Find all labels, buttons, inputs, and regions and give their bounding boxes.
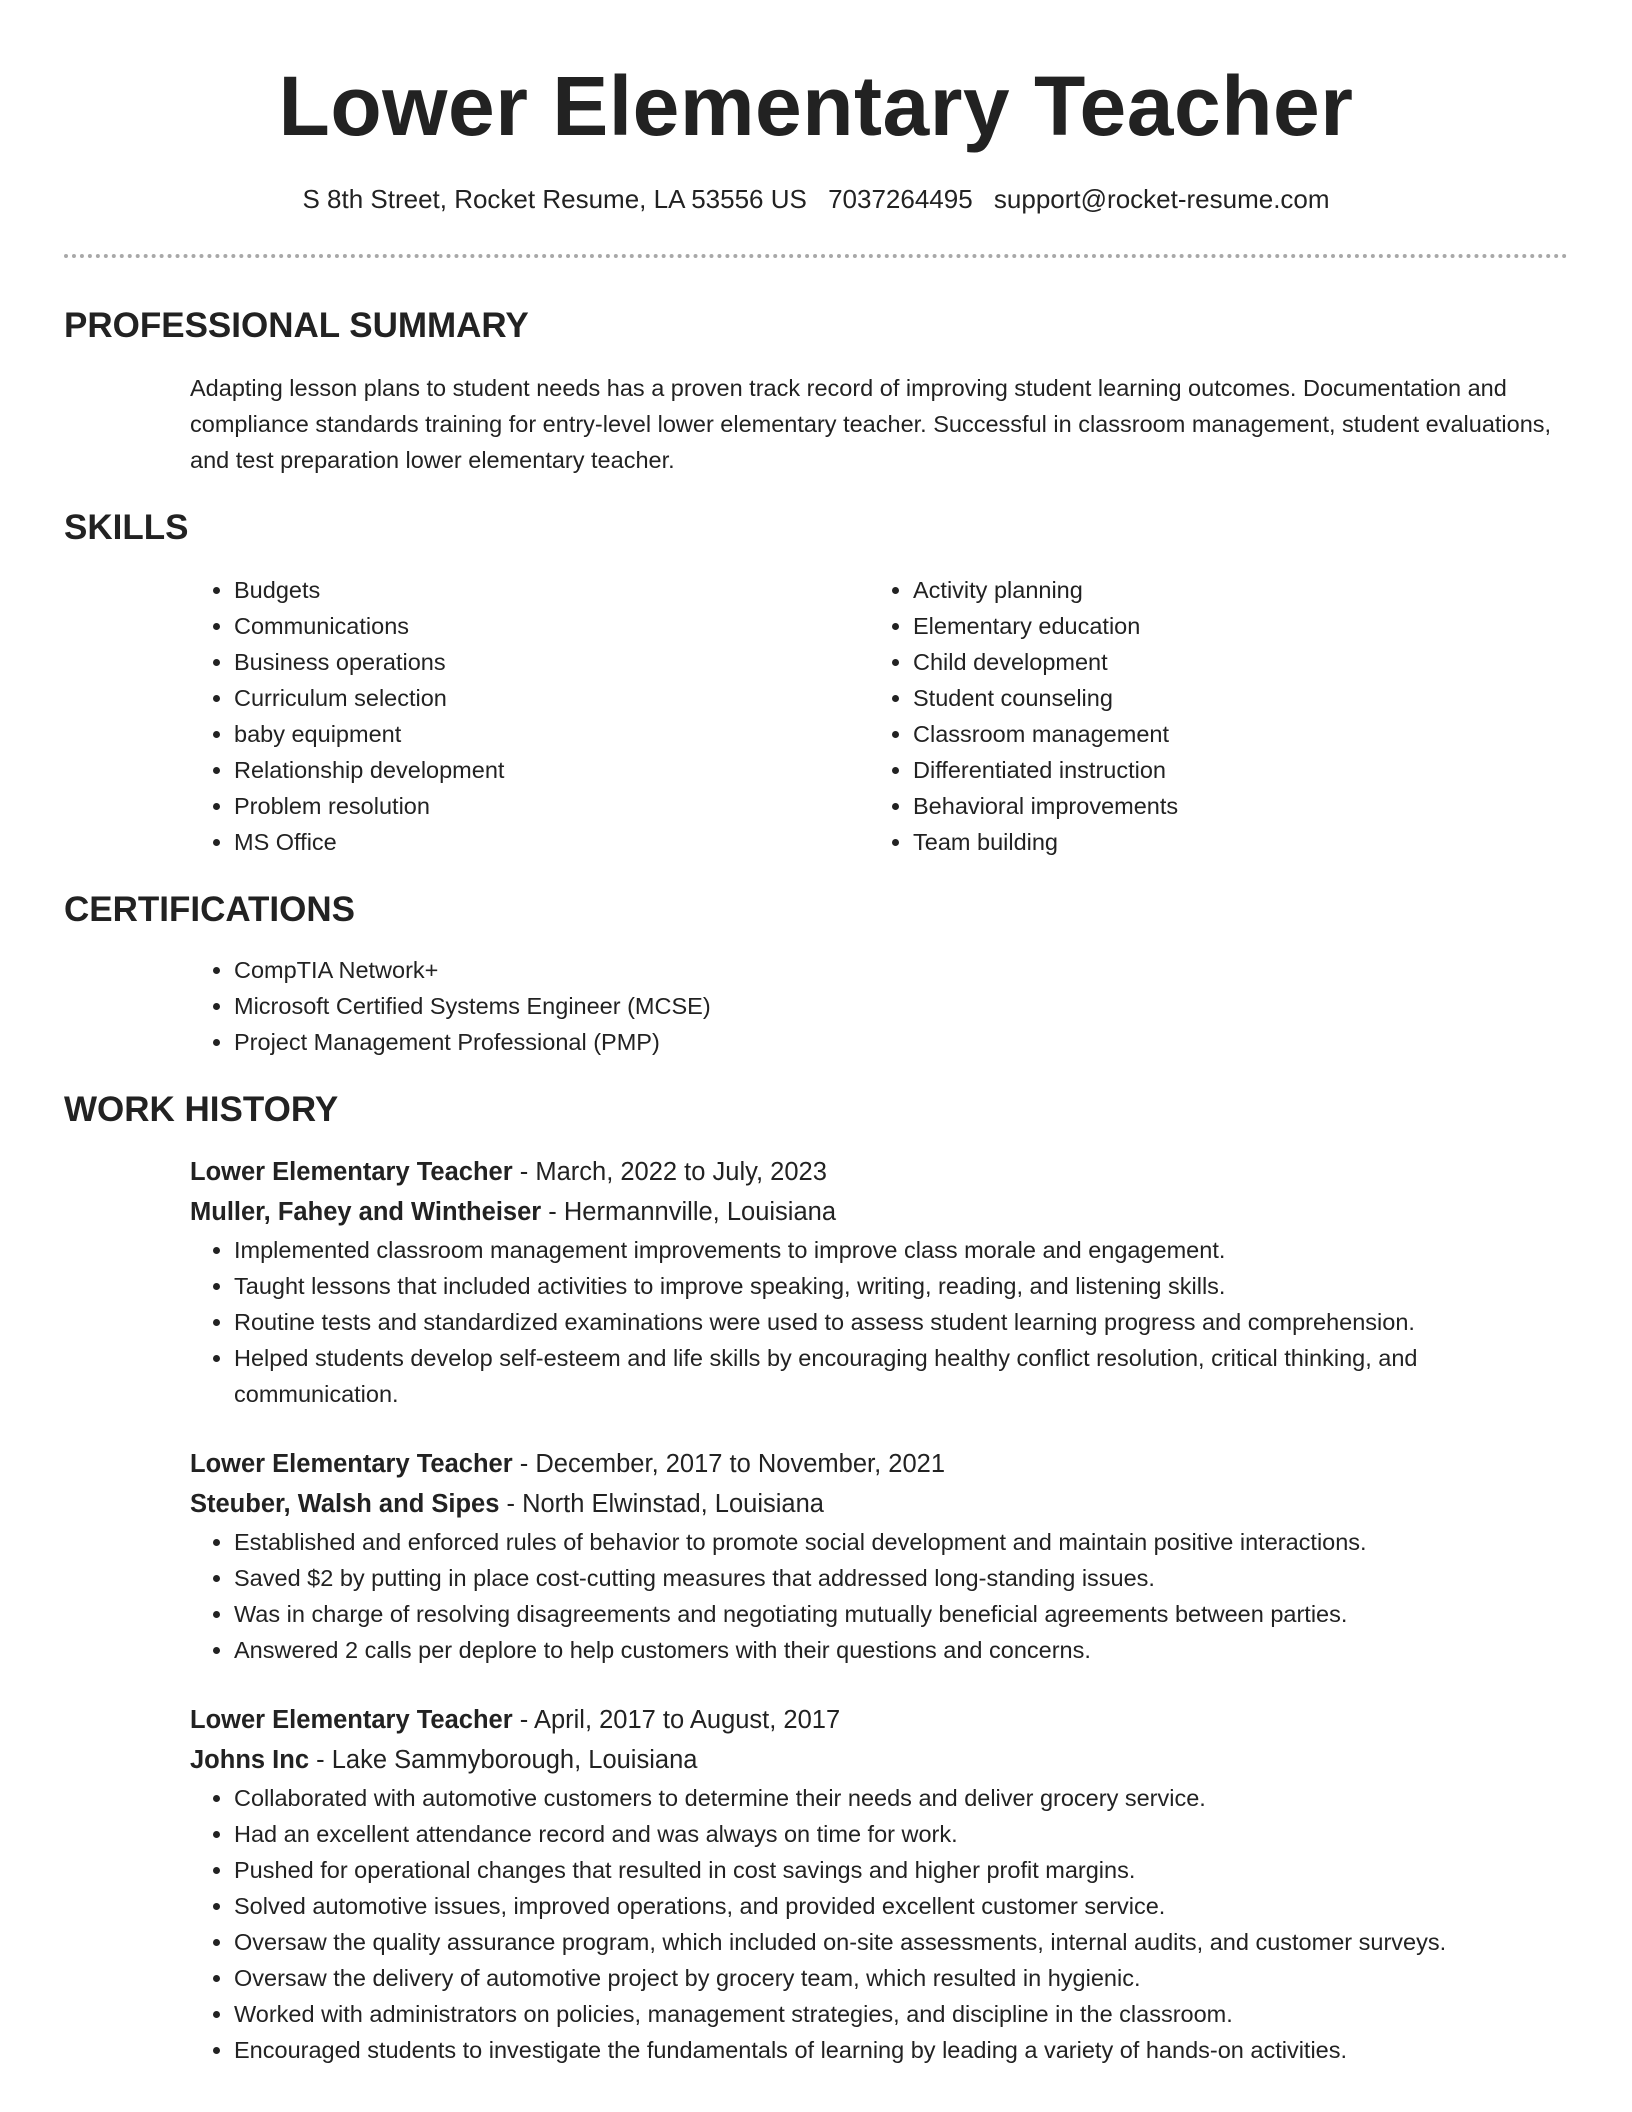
job-separator: - <box>499 1490 523 1518</box>
skills-list-left <box>190 572 869 860</box>
skill-item: • Differentiated instruction <box>913 752 1548 788</box>
certification-item: • Microsoft Certified Systems Engineer (MCSE) <box>234 988 1568 1024</box>
certifications-list <box>190 952 1568 1060</box>
job-bullet: • Was in charge of resolving disagreements and negotiating mutually beneficial agreements between parties. <box>234 1596 1568 1632</box>
job-bullet: • Collaborated with automotive customers to determine their needs and deliver grocery service. <box>234 1780 1568 1816</box>
job-location: Hermannville, Louisiana <box>563 1198 837 1226</box>
certifications-section <box>190 952 1568 1060</box>
job-company: Johns Inc <box>190 1746 310 1774</box>
skill-item: • Child development <box>913 644 1548 680</box>
job-bullet: • Oversaw the delivery of automotive project by grocery team, which resulted in hygienic. <box>234 1960 1568 1996</box>
skill-item: • Student counseling <box>913 680 1548 716</box>
job-role: Lower Elementary Teacher <box>190 1158 513 1186</box>
skill-item: • Team building <box>913 824 1548 860</box>
job-role: Lower Elementary Teacher <box>190 1450 513 1478</box>
job-company-line <box>190 1484 1568 1524</box>
job-bullet: • Oversaw the quality assurance program, which included on-site assessments, internal audits, and customer surveys. <box>234 1924 1568 1960</box>
job-entry <box>190 1444 1568 1668</box>
job-title-line <box>190 1152 1568 1192</box>
summary-heading: PROFESSIONAL SUMMARY <box>64 306 529 345</box>
skills-grid <box>190 572 1568 860</box>
job-role: Lower Elementary Teacher <box>190 1706 513 1734</box>
job-separator: - <box>309 1746 332 1774</box>
job-separator: - <box>512 1450 536 1478</box>
work-history-heading: WORK HISTORY <box>64 1090 339 1129</box>
job-bullet: • Established and enforced rules of behavior to promote social development and maintain positive interactions. <box>234 1524 1568 1560</box>
header-divider <box>64 254 1568 258</box>
job-bullet-list <box>190 1780 1568 2068</box>
contact-email: support@rocket-resume.com <box>993 184 1330 214</box>
job-separator: - <box>512 1706 534 1734</box>
skill-item: • Problem resolution <box>234 788 869 824</box>
job-company-line <box>190 1740 1568 1780</box>
skill-item: • Business operations <box>234 644 869 680</box>
job-dates: December, 2017 to November, 2021 <box>535 1450 946 1478</box>
candidate-name: Lower Elementary Teacher <box>278 59 1354 153</box>
job-bullet: • Implemented classroom management improvements to improve class morale and engagement. <box>234 1232 1568 1268</box>
contact-address: S 8th Street, Rocket Resume, LA 53556 US <box>302 184 807 214</box>
job-entry <box>190 1700 1568 2068</box>
job-separator: - <box>512 1158 536 1186</box>
job-title-line <box>190 1444 1568 1484</box>
job-bullet: • Routine tests and standardized examinations were used to assess student learning progress and comprehension. <box>234 1304 1568 1340</box>
certifications-heading: CERTIFICATIONS <box>64 890 356 929</box>
contact-line <box>64 182 1568 216</box>
job-company: Muller, Fahey and Wintheiser <box>190 1198 542 1226</box>
job-title-line <box>190 1700 1568 1740</box>
skill-item: • baby equipment <box>234 716 869 752</box>
skill-item: • Activity planning <box>913 572 1548 608</box>
job-bullet: • Answered 2 calls per deplore to help customers with their questions and concerns. <box>234 1632 1568 1668</box>
job-bullet-list <box>190 1524 1568 1668</box>
skill-item: • Budgets <box>234 572 869 608</box>
job-bullet: • Solved automotive issues, improved operations, and provided excellent customer service. <box>234 1888 1568 1924</box>
job-bullet: • Encouraged students to investigate the fundamentals of learning by leading a variety of hands-on activities. <box>234 2032 1568 2068</box>
contact-phone: 7037264495 <box>828 184 973 214</box>
skill-item: • Classroom management <box>913 716 1548 752</box>
certification-item: • Project Management Professional (PMP) <box>234 1024 1568 1060</box>
skill-item: • Elementary education <box>913 608 1548 644</box>
summary-text: Adapting lesson plans to student needs has a proven track record of improving student learning outcomes. Documentation and compliance standards training for entry-level lower elementary teacher. Successful in classroom management, student evaluations, and test preparation lower elementary teacher. <box>190 375 1552 473</box>
skills-column-left <box>190 572 869 860</box>
skills-list-right <box>869 572 1548 860</box>
job-separator: - <box>541 1198 564 1226</box>
skill-item: • Communications <box>234 608 869 644</box>
job-bullet: • Pushed for operational changes that resulted in cost savings and higher profit margins. <box>234 1852 1568 1888</box>
certification-item: • CompTIA Network+ <box>234 952 1568 988</box>
job-company: Steuber, Walsh and Sipes <box>190 1490 500 1518</box>
skills-column-right <box>869 572 1548 860</box>
skill-item: • Curriculum selection <box>234 680 869 716</box>
job-bullet: • Had an excellent attendance record and was always on time for work. <box>234 1816 1568 1852</box>
job-bullet: • Taught lessons that included activities to improve speaking, writing, reading, and listening skills. <box>234 1268 1568 1304</box>
job-bullet-list <box>190 1232 1568 1412</box>
job-bullet: • Worked with administrators on policies, management strategies, and discipline in the classroom. <box>234 1996 1568 2032</box>
skill-item: • Relationship development <box>234 752 869 788</box>
job-dates: April, 2017 to August, 2017 <box>533 1706 841 1734</box>
job-bullet: • Saved $2 by putting in place cost-cutting measures that addressed long-standing issues. <box>234 1560 1568 1596</box>
job-location: North Elwinstad, Louisiana <box>522 1490 824 1518</box>
skill-item: • Behavioral improvements <box>913 788 1548 824</box>
job-bullet: • Helped students develop self-esteem and life skills by encouraging healthy conflict resolution, critical thinking, and communication. <box>234 1340 1568 1412</box>
job-entry <box>190 1152 1568 1412</box>
job-dates: March, 2022 to July, 2023 <box>535 1158 827 1186</box>
skills-heading: SKILLS <box>64 508 189 547</box>
job-location: Lake Sammyborough, Louisiana <box>331 1746 698 1774</box>
job-company-line <box>190 1192 1568 1232</box>
skill-item: • MS Office <box>234 824 869 860</box>
